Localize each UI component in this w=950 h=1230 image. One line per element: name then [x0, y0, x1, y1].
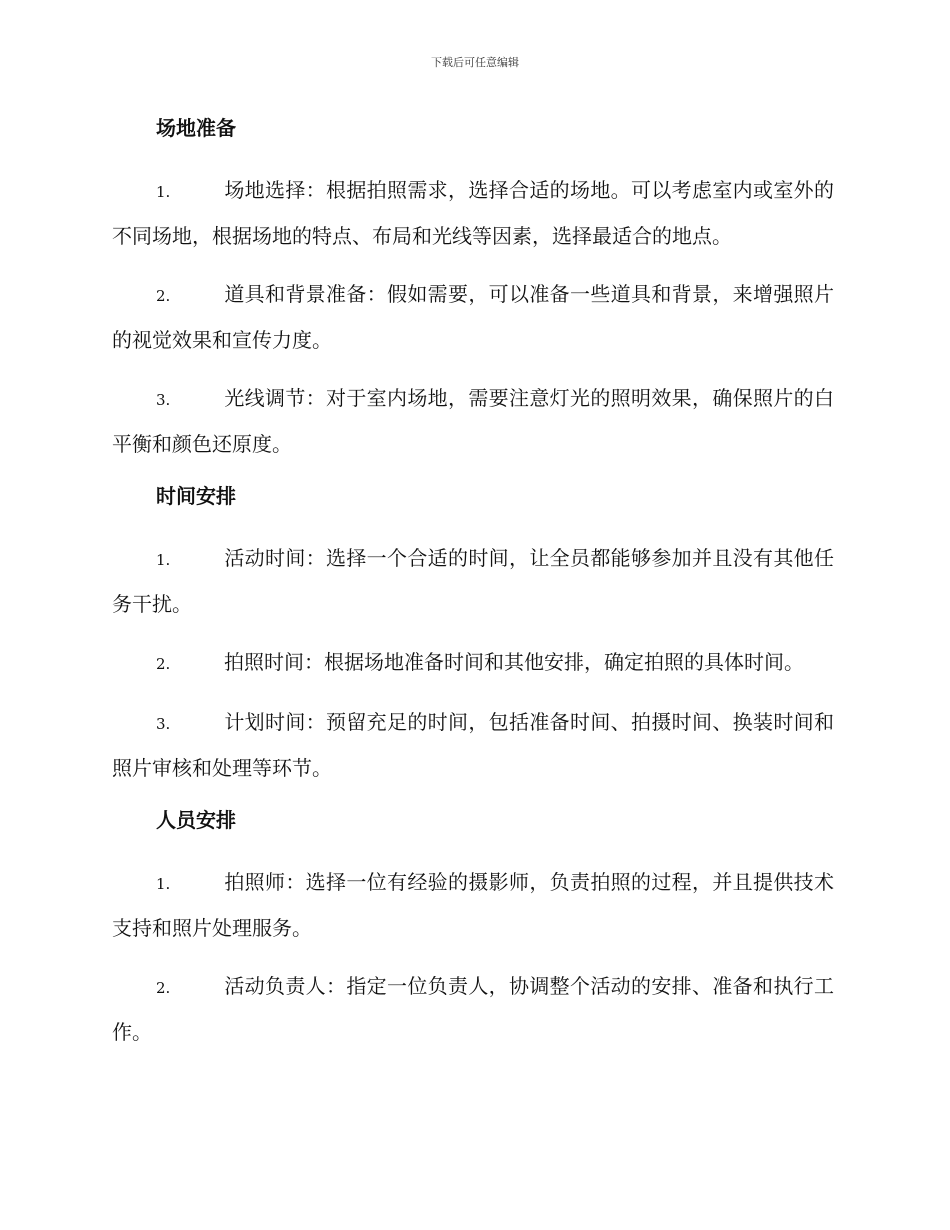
list-item: [112, 640, 834, 686]
section-title: 人员安排: [156, 808, 236, 832]
item-text: 拍照师：选择一位有经验的摄影师，负责拍照的过程，并且提供技术支持和照片处理服务。: [112, 870, 834, 940]
item-number: 1.: [156, 551, 171, 569]
header-note: 下载后可任意编辑: [431, 56, 519, 69]
item-number: 1.: [156, 183, 171, 201]
item-number: 2.: [156, 979, 171, 997]
item-number: 3.: [156, 391, 171, 409]
item-number: 1.: [156, 875, 171, 893]
section-title: 时间安排: [156, 484, 236, 508]
item-number: 2.: [156, 287, 171, 305]
item-text: 活动负责人：指定一位负责人，协调整个活动的安排、准备和执行工作。: [112, 974, 834, 1044]
list-item: [112, 964, 834, 1054]
list-item: [112, 376, 834, 466]
item-number: 3.: [156, 715, 171, 733]
list-item: [112, 860, 834, 950]
item-number: 2.: [156, 655, 171, 673]
section-title: 场地准备: [156, 116, 236, 140]
list-item: [112, 700, 834, 790]
section-time-arrangement: [112, 480, 834, 790]
item-text: 道具和背景准备：假如需要，可以准备一些道具和背景，来增强照片的视觉效果和宣传力度。: [112, 282, 834, 352]
item-text: 活动时间：选择一个合适的时间，让全员都能够参加并且没有其他任务干扰。: [112, 546, 834, 616]
section-venue-preparation: [112, 112, 834, 466]
list-item: [112, 168, 834, 258]
document-body: [112, 112, 834, 1068]
section-staff-arrangement: [112, 804, 834, 1054]
item-text: 场地选择：根据拍照需求，选择合适的场地。可以考虑室内或室外的不同场地，根据场地的特点、布局和光线等因素，选择最适合的地点。: [112, 178, 834, 248]
list-item: [112, 272, 834, 362]
item-text: 拍照时间：根据场地准备时间和其他安排，确定拍照的具体时间。: [224, 650, 804, 674]
item-text: 光线调节：对于室内场地，需要注意灯光的照明效果，确保照片的白平衡和颜色还原度。: [112, 386, 834, 456]
item-text: 计划时间：预留充足的时间，包括准备时间、拍摄时间、换装时间和照片审核和处理等环节。: [112, 710, 834, 780]
list-item: [112, 536, 834, 626]
